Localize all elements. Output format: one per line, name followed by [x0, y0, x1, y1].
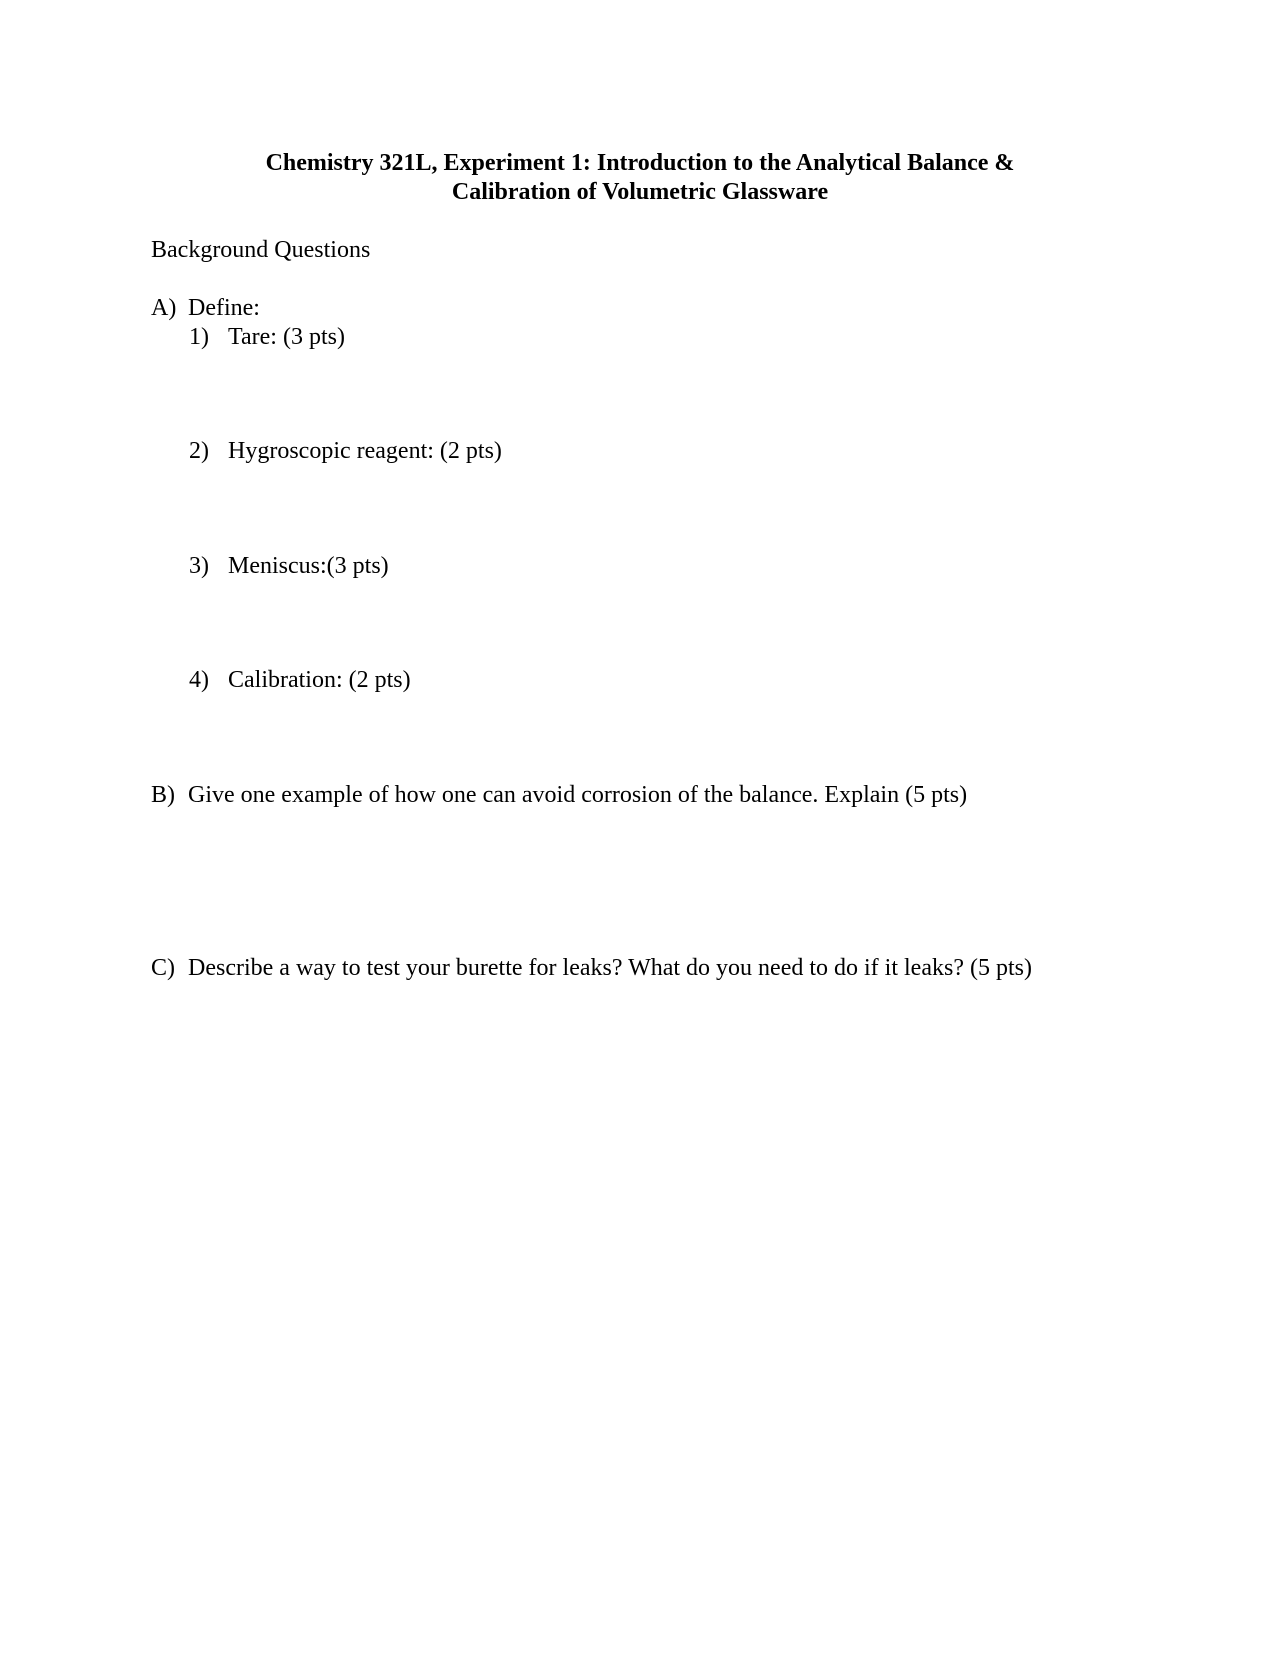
question-a-item-1-marker: 1)	[189, 324, 209, 350]
document-title-line-1: Chemistry 321L, Experiment 1: Introduction to the Analytical Balance &	[265, 150, 1015, 176]
question-a-item-4-marker: 4)	[189, 667, 209, 693]
question-a-item-3-marker: 3)	[189, 553, 209, 579]
question-a-marker: A)	[151, 295, 177, 321]
question-a-item-1-text: Tare: (3 pts)	[228, 324, 345, 350]
question-a-item-2-marker: 2)	[189, 438, 209, 464]
question-b-marker: B)	[151, 782, 175, 808]
section-heading: Background Questions	[151, 237, 371, 263]
question-a-item-3-text: Meniscus:(3 pts)	[228, 553, 389, 579]
question-c-marker: C)	[151, 955, 175, 981]
question-a-text: Define:	[188, 295, 260, 321]
question-b-text: Give one example of how one can avoid corrosion of the balance. Explain (5 pts)	[188, 782, 968, 808]
question-a-item-2-text: Hygroscopic reagent: (2 pts)	[228, 438, 502, 464]
document-title-line-2: Calibration of Volumetric Glassware	[451, 179, 829, 205]
question-c-text: Describe a way to test your burette for leaks? What do you need to do if it leaks? (5 pts)	[188, 955, 1032, 981]
question-a-item-4-text: Calibration: (2 pts)	[228, 667, 411, 693]
